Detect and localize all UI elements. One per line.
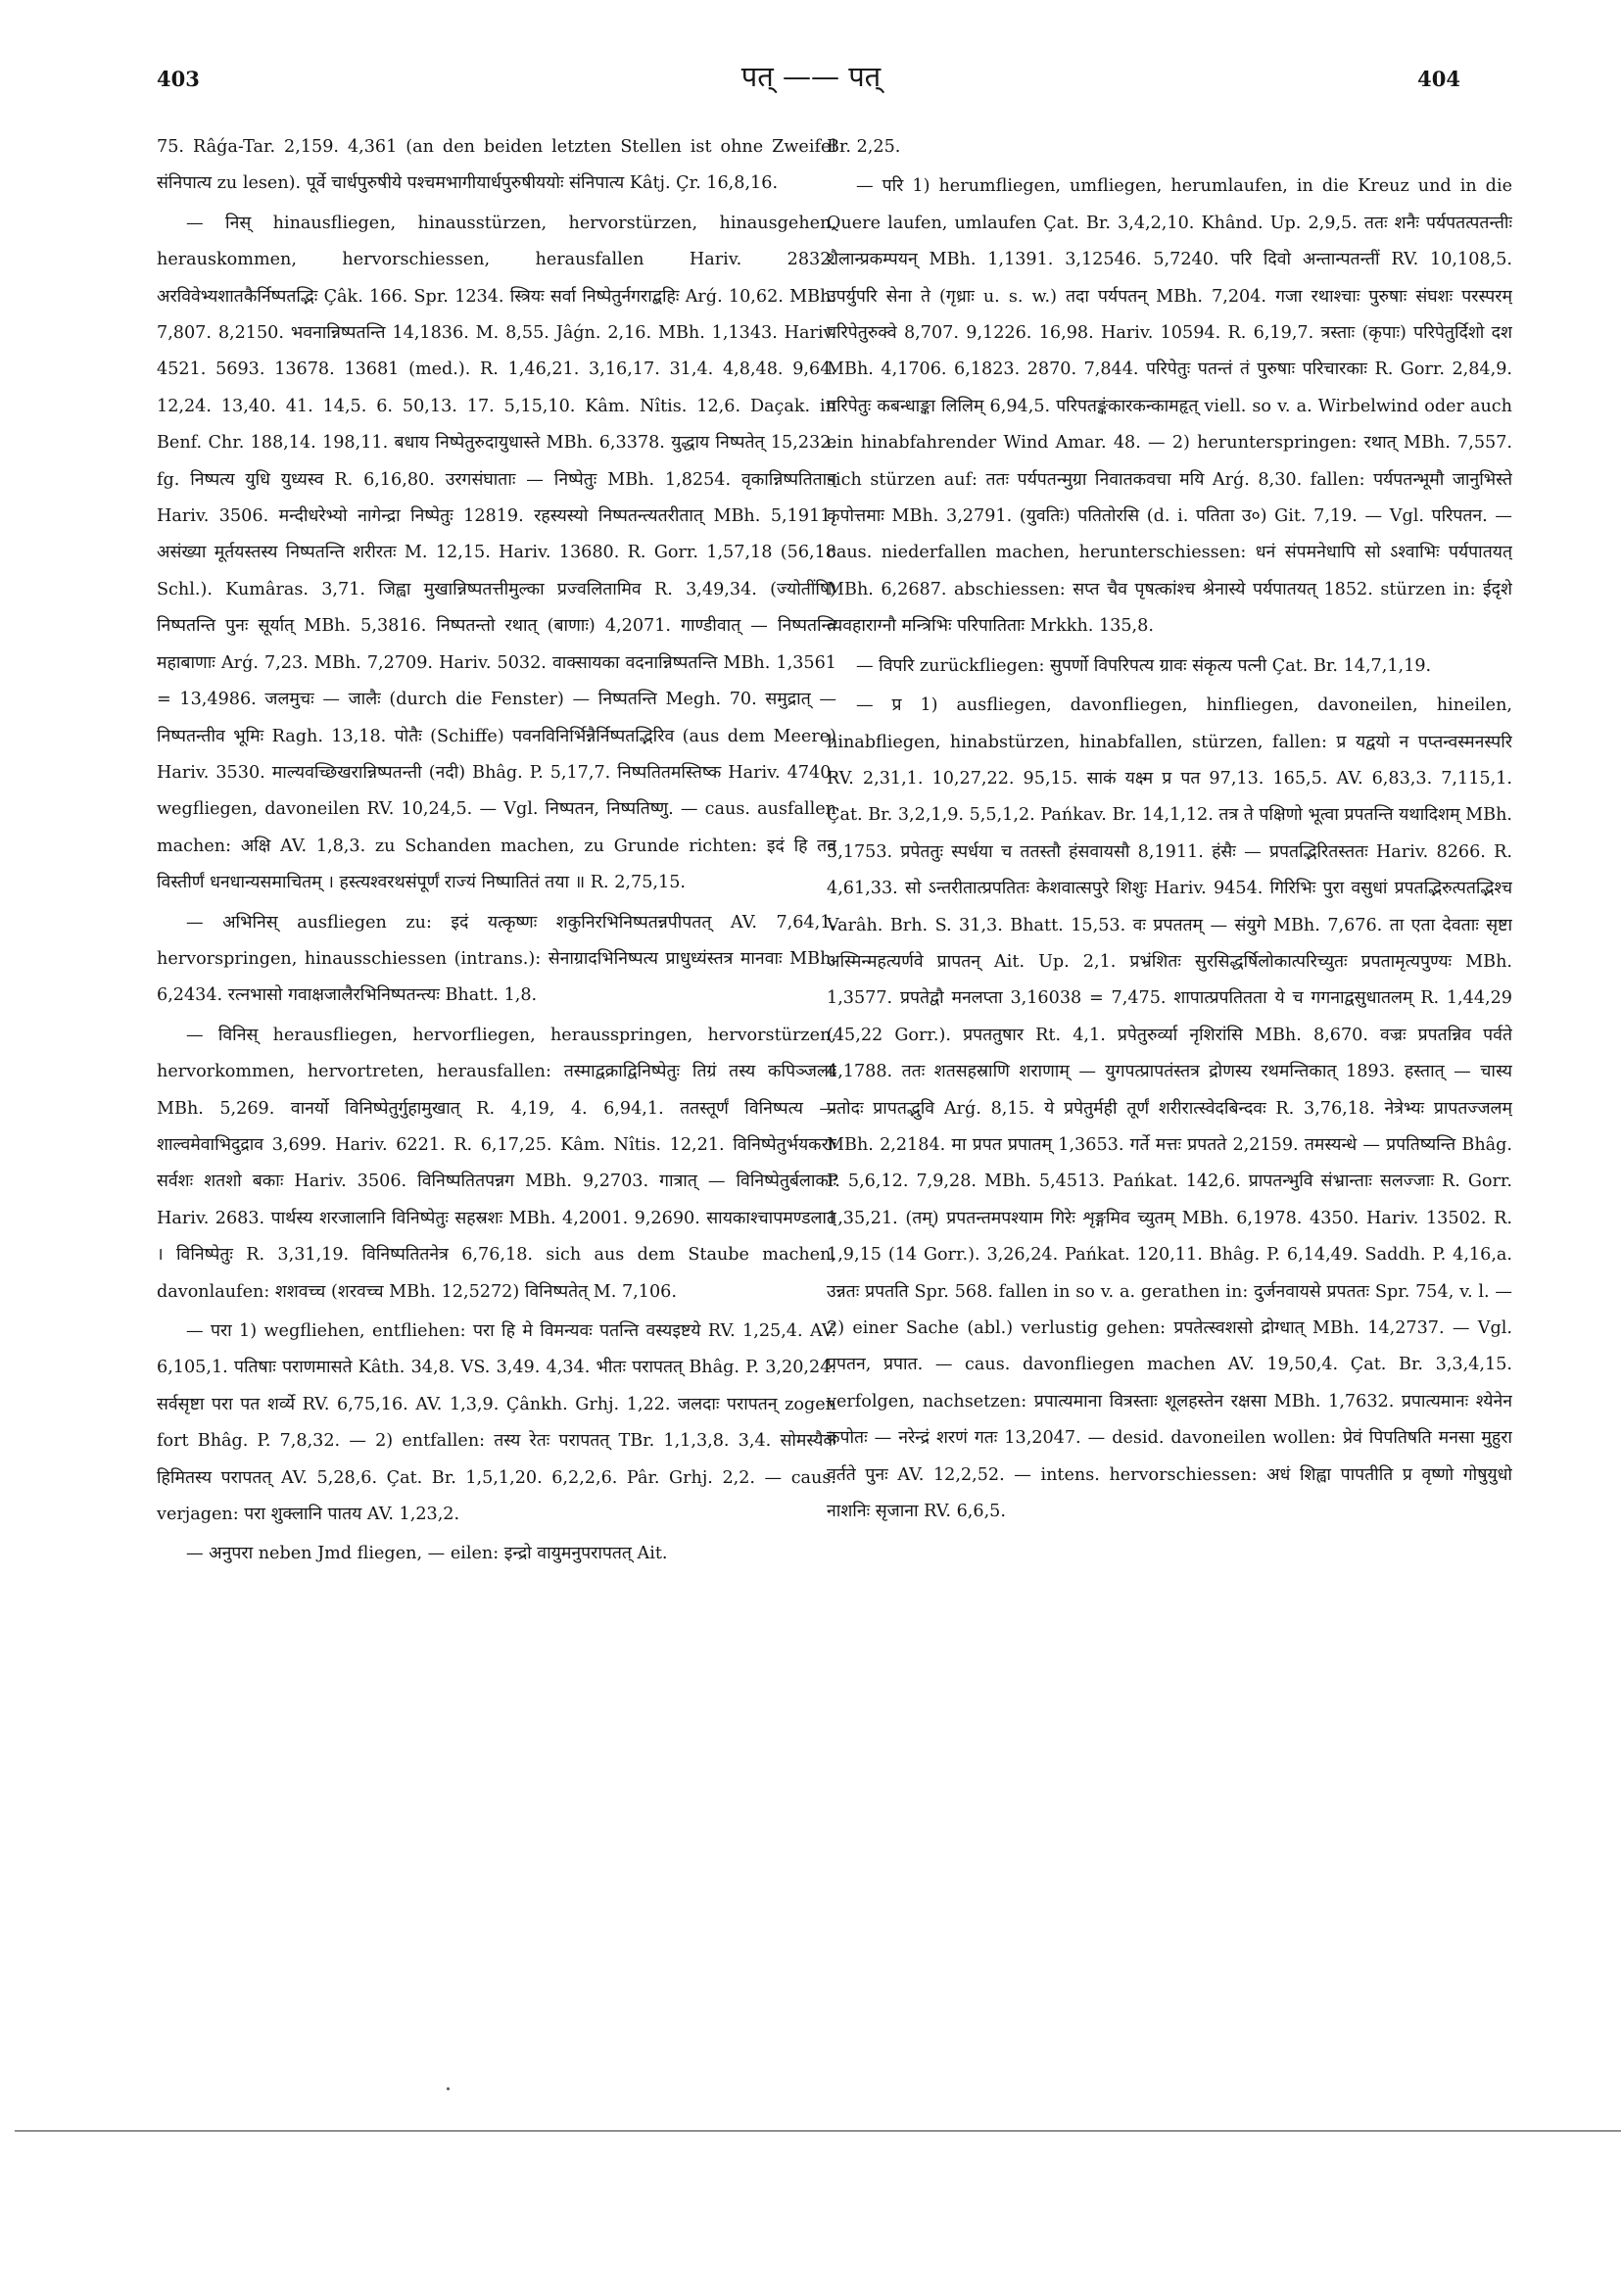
bottom-rule	[15, 2130, 1621, 2131]
page-number-left: 403	[157, 67, 200, 91]
entry-pari: — परि 1) herumfliegen, umfliegen, herumlaufen, in die Kreuz und in die Quere laufen, umlaufen Çat. Br. 3,4,2,10. Khând. Up. 2,9,5. ततः शनैः पर्यपतत्पतन्तीः शैलान्प्रकम्पयन् MBh. 1,1391. 3,12546. 5,7240. परि दिवो अन्तान्पतन्तीं RV. 10,108,5. उपर्युपरि सेना ते (गृध्राः u. s. w.) तदा पर्यपतन् MBh. 7,204. गजा रथाश्चाः पुरुषाः संघशः परस्परम् परिपेतुरुक्वे 8,707. 9,1226. 16,98. Hariv. 10594. R. 6,19,7. त्रस्ताः (कृपाः) परिपेतुर्दिशो दश MBh. 4,1706. 6,1823. 2870. 7,844. परिपेतुः पतन्तं तं पुरुषाः परिचारकाः R. Gorr. 2,84,9. परिपेतुः कबन्धाङ्का लिलिम् 6,94,5. परिपतङ्कंकारकन्कामहृत् viell. so v. a. Wirbelwind oder auch ein hinabfahrender Wind Amar. 48. — 2) herunterspringen: रथात् MBh. 7,557. sich stürzen auf: ततः पर्यपतन्मुग्रा निवातकवचा मयि Arǵ. 8,30. fallen: पर्यपतन्भूमौ जानुभिस्ते कृपोत्तमाः MBh. 3,2791. (युवतिः) पतितोरसि (d. i. पतिता उ०) Git. 7,19. — Vgl. परिपतन. — caus. niederfallen machen, herunterschiessen: धनं संपमनेधापि सो ऽश्वाभिः पर्यपातयत् MBh. 6,2687. abschiessen: सप्त चैव पृषत्कांश्च श्रेनास्ये पर्यपातयत् 1852. stürzen in: ईदृशे व्यवहाराग्नौ मन्त्रिभिः परिपातिताः Mrkkh. 135,8.	[827, 176, 1512, 637]
running-head: पत् —— पत्	[740, 60, 882, 93]
entry-pra: — प्र 1) ausfliegen, davonfliegen, hinfliegen, davoneilen, hineilen, hinabfliegen, hinabstürzen, hinabfallen, stürzen, fallen: प्र यद्वयो न पप्तन्वस्मनस्परि RV. 2,31,1. 10,27,22. 95,15. साकं यक्ष्म प्र पत 97,13. 165,5. AV. 6,83,3. 7,115,1. Çat. Br. 3,2,1,9. 5,5,1,2. Pańkav. Br. 14,1,12. तत्र ते पक्षिणो भूत्वा प्रपतन्ति यथादिशम् MBh. 5,1753. प्रपेततुः स्पर्धया च ततस्तौ हंसवायसौ 8,1911. हंसैः — प्रपतद्भिरितस्ततः Hariv. 8266. R. 4,61,33. सो ऽन्तरीतात्प्रपतितः केशवात्सपुरे शिशुः Hariv. 9454. गिरिभिः पुरा वसुधां प्रपतद्भिरुत्पतद्भिश्च Varâh. Brh. S. 31,3. Bhatt. 15,53. वः प्रपततम् — संयुगे MBh. 7,676. ता एता देवताः सृष्टा अस्मिन्महत्यर्णवे प्रापतन् Ait. Up. 2,1. प्रभ्रंशितः सुरसिद्धर्षिलोकात्परिच्युतः प्रपतामृत्यपुण्यः MBh. 1,3577. प्रपतेद्वौ मनलप्ता 3,16038 = 7,475. शापात्प्रपतितता ये च गगनाद्वसुधातलम् R. 1,44,29 (45,22 Gorr.). प्रपततुषार Rt. 4,1. प्रपेतुरुर्व्या नृशिरांसि MBh. 8,670. वज्रः प्रपतन्निव पर्वते 4,1788. ततः शतसहस्राणि शराणाम् — युगपत्प्रापतंस्तत्र द्रोणस्य रथमन्तिकात् 1893. हस्तात् — चास्य प्रतोदः प्रापतद्भुवि Arǵ. 8,15. ये प्रपेतुर्मही तूर्णं शरीरात्स्वेदबिन्दवः R. 3,76,18. नेत्रेभ्यः प्रापतज्जलम् MBh. 2,2184. मा प्रपत प्रपातम् 1,3653. गर्ते मत्तः प्रपतते 2,2159. तमस्यन्धे — प्रपतिष्यन्ति Bhâg. P. 5,6,12. 7,9,28. MBh. 5,4513. Pańkat. 142,6. प्रापतन्भुवि संभ्रान्ताः सलज्जाः R. Gorr. 1,35,21. (तम्) प्रपतन्तमपश्याम गिरेः शृङ्गमिव च्युतम् MBh. 6,1978. 4350. Hariv. 13502. R. 1,9,15 (14 Gorr.). 3,26,24. Pańkat. 120,11. Bhâg. P. 6,14,49. Saddh. P. 4,16,a. उन्नतः प्रपतति Spr. 568. fallen in so v. a. gerathen in: दुर्जनवायसे प्रपततः Spr. 754, v. l. — 2) einer Sache (abl.) verlustig gehen: प्रपतेत्स्वशसो द्रोग्धात् MBh. 14,2737. — Vgl. प्रपतन, प्रपात. — caus. davonfliegen machen AV. 19,50,4. Çat. Br. 3,3,4,15. verfolgen, nachsetzen: प्रपात्यमाना वित्रस्ताः शूलहस्तेन रक्षसा MBh. 1,7632. प्रपात्यमानः श्येनेन कपोतः — नरेन्द्रं शरणं गतः 13,2047. — desid. davoneilen wollen: प्रेवं पिपतिषति मनसा मुहुरा वर्तते पुनः AV. 12,2,52. — intens. hervorschiessen: अधं शिह्वा पापतीति प्र वृष्णो गोषुयुधो नाशनिः सृजाना RV. 6,6,5.	[827, 695, 1512, 1522]
page-number-right: 404	[1417, 67, 1460, 91]
right-column	[827, 129, 1512, 1961]
entry-anupara: — अनुपरा neben Jmd fliegen, — eilen: इन्द्रो वायुमनुपरापतत् Ait.	[186, 1544, 668, 1564]
entry-continuation: Br. 2,25.	[827, 137, 901, 157]
entry-vinis: — विनिस् herausfliegen, hervorfliegen, herausspringen, hervorstürzen, hervorkommen, hervortreten, herausfallen: तस्माद्वक्राद्विनिष्पेतुः तिग्रं तस्य कपिञ्जलाः MBh. 5,269. वानर्यो विनिष्पेतुर्गुहामुखात् R. 4,19, 4. 6,94,1. ततस्तूर्णं विनिष्पत्य — शाल्वमेवाभिदुद्राव 3,699. Hariv. 6221. R. 6,17,25. Kâm. Nîtis. 12,21. विनिष्पेतुर्भयकराः सर्वशः शतशो बकाः Hariv. 3506. विनिष्पतितपन्नग MBh. 9,2703. गात्रात् — विनिष्पेतुर्बलाकाः Hariv. 2683. पार्थस्य शरजालानि विनिष्पेतुः सहस्रशः MBh. 4,2001. 9,2690. सायकाश्चापमण्डलात् । विनिष्पेतुः R. 3,31,19. विनिष्पतितनेत्र 6,76,18. sich aus dem Staube machen, davonlaufen: शशवच्च (शरवच्च MBh. 12,5272) विनिष्पतेत् M. 7,106.	[157, 1025, 836, 1302]
entry-para: — परा 1) wegfliehen, entfliehen: परा हि मे विमन्यवः पतन्ति वस्यइष्टये RV. 1,25,4. AV. 6,105,1. पतिषाः पराणमासते Kâth. 34,8. VS. 3,49. 4,34. भीतः परापतत् Bhâg. P. 3,20,24. सर्वसृष्टा परा पत शर्व्ये RV. 6,75,16. AV. 1,3,9. Çânkh. Grhj. 1,22. जलदाः परापतन् zogen fort Bhâg. P. 7,8,32. — 2) entfallen: तस्य रेतः परापतत् TBr. 1,1,3,8. 3,4. सोमस्यैकं हिमितस्य परापतत् AV. 5,28,6. Çat. Br. 1,5,1,20. 6,2,2,6. Pâr. Grhj. 2,2. — caus. verjagen: परा शुक्लानि पातय AV. 1,23,2.	[157, 1321, 836, 1525]
entry-nis: — निस् hinausfliegen, hinausstürzen, hervorstürzen, hinausgehen, herauskommen, hervorschiessen, herausfallen Hariv. 2832. अरविवेभ्यशातकैर्निष्पतद्भिः Çâk. 166. Spr. 1234. स्त्रियः सर्वा निष्पेतुर्नगराद्बहिः Arǵ. 10,62. MBh. 7,807. 8,2150. भवनान्निष्पतन्ति 14,1836. M. 8,55. Jâǵn. 2,16. MBh. 1,1343. Hariv. 4521. 5693. 13678. 13681 (med.). R. 1,46,21. 3,16,17. 31,4. 4,8,48. 9,64. 12,24. 13,40. 41. 14,5. 6. 50,13. 17. 5,15,10. Kâm. Nîtis. 12,6. Daçak. in Benf. Chr. 188,14. 198,11. बधाय निष्पेतुरुदायुधास्ते MBh. 6,3378. युद्धाय निष्पतेत् 15,232. fg. निष्पत्य युधि युध्यस्व R. 6,16,80. उरगसंघाताः — निष्पेतुः MBh. 1,8254. वृकान्निष्पतितान् Hariv. 3506. मन्दीधरेभ्यो नागेन्द्रा निष्पेतुः 12819. रहस्यस्यो निष्पतन्त्यतरीतात् MBh. 5,1911. असंख्या मूर्तयस्तस्य निष्पतन्ति शरीरतः M. 12,15. Hariv. 13680. R. Gorr. 1,57,18 (56,18 Schl.). Kumâras. 3,71. जिह्वा मुखान्निष्पतत्तीमुल्का प्रज्वलितामिव R. 3,49,34. (ज्योतींषि) निष्पतन्ति पुनः सूर्यात् MBh. 5,3816. निष्पतन्तो रथात् (बाणाः) 4,2071. गाण्डीवात् — निष्पतन्ति महाबाणाः Arǵ. 7,23. MBh. 7,2709. Hariv. 5032. वाक्सायका वदनान्निष्पतन्ति MBh. 1,3561 = 13,4986. जलमुचः — जालैः (durch die Fenster) — निष्पतन्ति Megh. 70. समुद्रात् — निष्पतन्तीव भूमिः Ragh. 13,18. पोतैः (Schiffe) पवनविनिर्भिन्नैर्निष्पतद्भिरिव (aus dem Meere) Hariv. 3530. माल्यवच्छिखरान्निष्पतन्ती (नदी) Bhâg. P. 5,17,7. निष्पतितमस्तिष्क Hariv. 4740. wegfliegen, davoneilen RV. 10,24,5. — Vgl. निष्पतन, निष्पतिष्णु. — caus. ausfallen machen: अक्षि AV. 1,8,3. zu Schanden machen, zu Grunde richten: इदं हि तव विस्तीर्णं धनधान्यसमाचितम् । हस्त्यश्वरथसंपूर्णं राज्यं निष्पातितं तया ॥ R. 2,75,15.	[157, 213, 836, 893]
left-column	[157, 129, 836, 1961]
entry-continuation: 75. Râǵa-Tar. 2,159. 4,361 (an den beiden letzten Stellen ist ohne Zweifel संनिपात्य zu lesen). पूर्वे चार्धपुरुषीये पश्चमभागीयार्धपुरुषीययोः संनिपात्य Kâtj. Çr. 16,8,16.	[157, 137, 836, 194]
entry-vipari: — विपरि zurückfliegen: सुपर्णो विपरिपत्य ग्रावः संकृत्य पत्नी Çat. Br. 14,7,1,19.	[856, 655, 1432, 676]
page-header	[0, 57, 1622, 96]
stray-mark	[447, 2087, 450, 2090]
entry-abhinis: — अभिनिस् ausfliegen zu: इदं यत्कृष्णः शकुनिरभिनिष्पतन्नपीपतत् AV. 7,64,1. hervorspringen, hinausschiessen (intrans.): सेनाग्रादभिनिष्पत्य प्राधुध्यंस्तत्र मानवाः MBh. 6,2434. रत्नभासो गवाक्षजालैरभिनिष्पतन्त्यः Bhatt. 1,8.	[157, 912, 836, 1006]
